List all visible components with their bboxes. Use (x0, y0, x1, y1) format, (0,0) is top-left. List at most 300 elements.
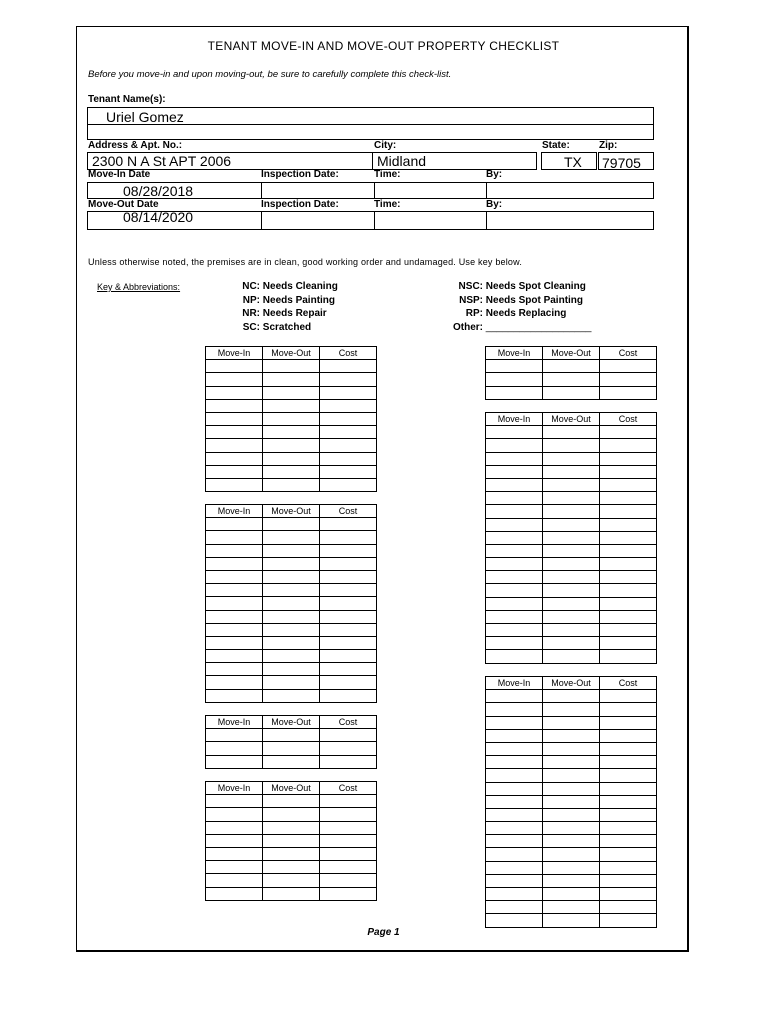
column-header: Move-In (486, 347, 543, 360)
entry-cell[interactable] (320, 412, 377, 425)
key-item: NSC: Needs Spot Cleaning (458, 281, 586, 292)
entry-cell[interactable] (543, 452, 600, 465)
entry-cell[interactable] (600, 439, 657, 452)
entry-cell[interactable] (600, 531, 657, 544)
entry-cell[interactable] (543, 571, 600, 584)
entry-cell[interactable] (486, 650, 543, 663)
move-in-date-field[interactable] (87, 182, 262, 199)
city-value: Midland (377, 153, 427, 169)
entry-cell[interactable] (543, 888, 600, 901)
move-in-inspection-label: Inspection Date: (261, 169, 339, 180)
tenant-name-field[interactable] (87, 107, 654, 125)
entry-cell[interactable] (206, 412, 263, 425)
entry-cell[interactable] (543, 742, 600, 755)
entry-cell[interactable] (486, 597, 543, 610)
entry-cell[interactable] (543, 703, 600, 716)
entry-cell[interactable] (543, 478, 600, 491)
entry-cell[interactable] (486, 360, 543, 373)
entry-cell[interactable] (543, 782, 600, 795)
entry-cell[interactable] (600, 386, 657, 399)
entry-cell[interactable] (263, 808, 320, 821)
entry-cell[interactable] (486, 544, 543, 557)
entry-cell[interactable] (486, 558, 543, 571)
entry-cell[interactable] (543, 465, 600, 478)
entry-cell[interactable] (486, 874, 543, 887)
entry-cell[interactable] (320, 518, 377, 531)
entry-cell[interactable] (600, 360, 657, 373)
entry-cell[interactable] (320, 439, 377, 452)
entry-cell[interactable] (206, 834, 263, 847)
move-out-date-field[interactable] (87, 211, 262, 230)
table-row (486, 558, 657, 571)
entry-cell[interactable] (206, 729, 263, 742)
entry-cell[interactable] (486, 505, 543, 518)
entry-cell[interactable] (263, 570, 320, 583)
table-row (206, 636, 377, 649)
entry-cell[interactable] (543, 690, 600, 703)
table-row (486, 505, 657, 518)
entry-cell[interactable] (486, 492, 543, 505)
column-header: Cost (320, 505, 377, 518)
entry-cell[interactable] (486, 571, 543, 584)
table-row (486, 478, 657, 491)
entry-cell[interactable] (320, 610, 377, 623)
entry-cell[interactable] (486, 637, 543, 650)
entry-cell[interactable] (600, 808, 657, 821)
entry-cell[interactable] (263, 426, 320, 439)
entry-cell[interactable] (206, 373, 263, 386)
entry-cell[interactable] (600, 848, 657, 861)
entry-cell[interactable] (320, 650, 377, 663)
entry-cell[interactable] (206, 676, 263, 689)
entry-cell[interactable] (263, 610, 320, 623)
entry-cell[interactable] (600, 624, 657, 637)
table-row (486, 808, 657, 821)
entry-cell[interactable] (263, 755, 320, 768)
entry-cell[interactable] (600, 690, 657, 703)
table-row (486, 571, 657, 584)
entry-cell[interactable] (206, 861, 263, 874)
entry-cell[interactable] (320, 597, 377, 610)
column-header: Cost (320, 716, 377, 729)
entry-cell[interactable] (320, 755, 377, 768)
checklist-table (205, 504, 377, 703)
entry-cell[interactable] (206, 439, 263, 452)
table-row (486, 690, 657, 703)
entry-cell[interactable] (543, 861, 600, 874)
entry-cell[interactable] (320, 465, 377, 478)
table-row (486, 703, 657, 716)
column-header: Move-In (486, 677, 543, 690)
checklist-table (205, 346, 377, 492)
entry-cell[interactable] (543, 822, 600, 835)
entry-cell[interactable] (543, 848, 600, 861)
entry-cell[interactable] (600, 584, 657, 597)
entry-cell[interactable] (600, 742, 657, 755)
entry-cell[interactable] (320, 452, 377, 465)
entry-cell[interactable] (600, 558, 657, 571)
entry-cell[interactable] (320, 874, 377, 887)
entry-cell[interactable] (206, 452, 263, 465)
entry-cell[interactable] (206, 531, 263, 544)
entry-cell[interactable] (206, 386, 263, 399)
entry-cell[interactable] (600, 492, 657, 505)
entry-cell[interactable] (320, 531, 377, 544)
table-row (206, 597, 377, 610)
entry-cell[interactable] (600, 505, 657, 518)
entry-cell[interactable] (263, 887, 320, 900)
table-row (486, 782, 657, 795)
entry-cell[interactable] (600, 835, 657, 848)
entry-cell[interactable] (486, 584, 543, 597)
table-row (206, 755, 377, 768)
entry-cell[interactable] (543, 624, 600, 637)
entry-cell[interactable] (543, 518, 600, 531)
move-out-by-label: By: (486, 199, 503, 210)
entry-cell[interactable] (543, 835, 600, 848)
entry-cell[interactable] (263, 557, 320, 570)
entry-cell[interactable] (263, 518, 320, 531)
table-row (486, 544, 657, 557)
state-field[interactable] (541, 152, 597, 170)
table-row (486, 426, 657, 439)
entry-cell[interactable] (600, 373, 657, 386)
entry-cell[interactable] (263, 623, 320, 636)
entry-cell[interactable] (600, 610, 657, 623)
entry-cell[interactable] (543, 610, 600, 623)
entry-cell[interactable] (600, 571, 657, 584)
key-item: SC: Scratched (242, 321, 312, 333)
entry-cell[interactable] (486, 439, 543, 452)
entry-cell[interactable] (206, 557, 263, 570)
move-out-date-label: Move-Out Date (88, 199, 159, 210)
move-in-date-label: Move-In Date (88, 169, 151, 180)
entry-cell[interactable] (263, 663, 320, 676)
entry-cell[interactable] (206, 518, 263, 531)
entry-cell[interactable] (206, 623, 263, 636)
entry-cell[interactable] (320, 426, 377, 439)
entry-cell[interactable] (486, 610, 543, 623)
entry-cell[interactable] (320, 663, 377, 676)
key-item: NSP: Needs Spot Painting (459, 294, 584, 306)
entry-cell[interactable] (486, 465, 543, 478)
entry-cell[interactable] (486, 795, 543, 808)
entry-cell[interactable] (320, 689, 377, 702)
entry-cell[interactable] (206, 847, 263, 860)
entry-cell[interactable] (206, 874, 263, 887)
entry-cell[interactable] (543, 716, 600, 729)
entry-cell[interactable] (263, 861, 320, 874)
entry-cell[interactable] (206, 808, 263, 821)
table-row (486, 373, 657, 386)
entry-cell[interactable] (206, 399, 263, 412)
tenant-name-field-2[interactable] (87, 124, 654, 140)
entry-cell[interactable] (263, 465, 320, 478)
table-row (486, 531, 657, 544)
entry-cell[interactable] (543, 874, 600, 887)
zip-field[interactable] (598, 152, 654, 170)
entry-cell[interactable] (320, 399, 377, 412)
entry-cell[interactable] (600, 901, 657, 914)
entry-cell[interactable] (263, 597, 320, 610)
entry-cell[interactable] (600, 769, 657, 782)
entry-cell[interactable] (543, 373, 600, 386)
table-row (206, 689, 377, 702)
entry-cell[interactable] (263, 795, 320, 808)
entry-cell[interactable] (320, 636, 377, 649)
entry-cell[interactable] (206, 478, 263, 491)
entry-cell[interactable] (320, 360, 377, 373)
entry-cell[interactable] (320, 834, 377, 847)
entry-cell[interactable] (543, 650, 600, 663)
entry-cell[interactable] (486, 835, 543, 848)
entry-cell[interactable] (206, 584, 263, 597)
entry-cell[interactable] (263, 412, 320, 425)
entry-cell[interactable] (263, 650, 320, 663)
entry-cell[interactable] (263, 729, 320, 742)
entry-cell[interactable] (320, 373, 377, 386)
entry-cell[interactable] (600, 478, 657, 491)
entry-cell[interactable] (543, 914, 600, 927)
entry-cell[interactable] (543, 426, 600, 439)
entry-cell[interactable] (206, 663, 263, 676)
column-header: Move-Out (263, 782, 320, 795)
entry-cell[interactable] (600, 637, 657, 650)
entry-cell[interactable] (206, 570, 263, 583)
entry-cell[interactable] (206, 610, 263, 623)
entry-cell[interactable] (320, 729, 377, 742)
table-row (486, 769, 657, 782)
table-row (206, 439, 377, 452)
entry-cell[interactable] (543, 901, 600, 914)
entry-cell[interactable] (320, 570, 377, 583)
entry-cell[interactable] (486, 690, 543, 703)
entry-cell[interactable] (600, 914, 657, 927)
table-row (486, 848, 657, 861)
entry-cell[interactable] (486, 782, 543, 795)
entry-cell[interactable] (600, 782, 657, 795)
table-row (206, 861, 377, 874)
entry-cell[interactable] (206, 636, 263, 649)
entry-cell[interactable] (263, 636, 320, 649)
entry-cell[interactable] (263, 439, 320, 452)
table-row (206, 360, 377, 373)
entry-cell[interactable] (206, 597, 263, 610)
entry-cell[interactable] (543, 505, 600, 518)
city-label: City: (374, 140, 397, 151)
table-row (206, 650, 377, 663)
table-row (206, 834, 377, 847)
entry-cell[interactable] (543, 531, 600, 544)
entry-cell[interactable] (543, 808, 600, 821)
move-in-by-label: By: (486, 169, 503, 180)
table-row (486, 610, 657, 623)
entry-cell[interactable] (600, 729, 657, 742)
entry-cell[interactable] (206, 689, 263, 702)
entry-cell[interactable] (543, 729, 600, 742)
entry-cell[interactable] (263, 531, 320, 544)
entry-cell[interactable] (206, 650, 263, 663)
move-out-time-field[interactable] (374, 211, 487, 230)
entry-cell[interactable] (600, 597, 657, 610)
table-row (206, 610, 377, 623)
entry-cell[interactable] (263, 689, 320, 702)
column-header: Move-In (206, 716, 263, 729)
entry-cell[interactable] (486, 452, 543, 465)
entry-cell[interactable] (543, 795, 600, 808)
entry-cell[interactable] (543, 558, 600, 571)
entry-cell[interactable] (320, 847, 377, 860)
entry-cell[interactable] (486, 729, 543, 742)
entry-cell[interactable] (600, 518, 657, 531)
entry-cell[interactable] (486, 914, 543, 927)
entry-cell[interactable] (600, 426, 657, 439)
entry-cell[interactable] (600, 874, 657, 887)
entry-cell[interactable] (320, 676, 377, 689)
entry-cell[interactable] (486, 386, 543, 399)
entry-cell[interactable] (486, 861, 543, 874)
checklist-table (485, 412, 657, 664)
entry-cell[interactable] (486, 808, 543, 821)
entry-cell[interactable] (320, 742, 377, 755)
column-header: Move-Out (263, 347, 320, 360)
entry-cell[interactable] (486, 518, 543, 531)
column-header: Cost (600, 413, 657, 426)
address-field[interactable] (87, 152, 373, 170)
entry-cell[interactable] (600, 795, 657, 808)
entry-cell[interactable] (600, 544, 657, 557)
entry-cell[interactable] (320, 861, 377, 874)
entry-cell[interactable] (486, 888, 543, 901)
entry-cell[interactable] (320, 544, 377, 557)
key-item: NR: Needs Repair (242, 308, 327, 319)
entry-cell[interactable] (600, 650, 657, 663)
entry-cell[interactable] (206, 755, 263, 768)
entry-cell[interactable] (263, 452, 320, 465)
entry-cell[interactable] (486, 756, 543, 769)
entry-cell[interactable] (543, 756, 600, 769)
entry-cell[interactable] (206, 544, 263, 557)
entry-cell[interactable] (486, 716, 543, 729)
entry-cell[interactable] (263, 874, 320, 887)
entry-cell[interactable] (543, 386, 600, 399)
entry-cell[interactable] (486, 373, 543, 386)
entry-cell[interactable] (320, 557, 377, 570)
intro-text: Before you move-in and upon moving-out, be sure to carefully complete this check-list. (88, 69, 452, 80)
column-header: Move-Out (263, 716, 320, 729)
entry-cell[interactable] (206, 821, 263, 834)
table-row (486, 729, 657, 742)
entry-cell[interactable] (543, 360, 600, 373)
entry-cell[interactable] (206, 426, 263, 439)
table-row (206, 663, 377, 676)
entry-cell[interactable] (543, 439, 600, 452)
city-field[interactable] (372, 152, 537, 170)
entry-cell[interactable] (320, 623, 377, 636)
address-label: Address & Apt. No.: (88, 140, 183, 151)
entry-cell[interactable] (486, 769, 543, 782)
entry-cell[interactable] (206, 795, 263, 808)
entry-cell[interactable] (320, 887, 377, 900)
entry-cell[interactable] (263, 584, 320, 597)
entry-cell[interactable] (543, 492, 600, 505)
entry-cell[interactable] (486, 531, 543, 544)
entry-cell[interactable] (486, 901, 543, 914)
entry-cell[interactable] (263, 821, 320, 834)
table-row (486, 452, 657, 465)
entry-cell[interactable] (486, 742, 543, 755)
entry-cell[interactable] (263, 373, 320, 386)
entry-cell[interactable] (486, 703, 543, 716)
entry-cell[interactable] (486, 848, 543, 861)
table-row (486, 584, 657, 597)
move-in-time-label: Time: (374, 169, 401, 180)
entry-cell[interactable] (206, 887, 263, 900)
entry-cell[interactable] (543, 544, 600, 557)
entry-cell[interactable] (263, 742, 320, 755)
entry-cell[interactable] (486, 478, 543, 491)
entry-cell[interactable] (320, 795, 377, 808)
entry-cell[interactable] (320, 808, 377, 821)
address-value: 2300 N A St APT 2006 (92, 153, 232, 169)
entry-cell[interactable] (320, 386, 377, 399)
entry-cell[interactable] (486, 426, 543, 439)
move-in-time-field[interactable] (374, 182, 487, 199)
table-row (206, 570, 377, 583)
entry-cell[interactable] (543, 637, 600, 650)
entry-cell[interactable] (486, 822, 543, 835)
entry-cell[interactable] (263, 847, 320, 860)
move-out-date-value: 08/14/2020 (123, 209, 194, 225)
entry-cell[interactable] (263, 834, 320, 847)
entry-cell[interactable] (206, 465, 263, 478)
entry-cell[interactable] (600, 465, 657, 478)
entry-cell[interactable] (320, 478, 377, 491)
entry-cell[interactable] (600, 756, 657, 769)
entry-cell[interactable] (486, 624, 543, 637)
entry-cell[interactable] (206, 742, 263, 755)
entry-cell[interactable] (263, 360, 320, 373)
table-row (206, 478, 377, 491)
move-out-inspection-field[interactable] (261, 211, 375, 230)
entry-cell[interactable] (600, 861, 657, 874)
entry-cell[interactable] (600, 716, 657, 729)
entry-cell[interactable] (263, 676, 320, 689)
key-item: Other: ___________________ (453, 321, 592, 333)
table-row (486, 360, 657, 373)
move-in-inspection-field[interactable] (261, 182, 375, 199)
column-header: Move-Out (543, 677, 600, 690)
entry-cell[interactable] (263, 544, 320, 557)
entry-cell[interactable] (320, 821, 377, 834)
entry-cell[interactable] (263, 399, 320, 412)
entry-cell[interactable] (543, 769, 600, 782)
entry-cell[interactable] (206, 360, 263, 373)
entry-cell[interactable] (600, 888, 657, 901)
key-item: NP: Needs Painting (242, 294, 336, 306)
table-row (486, 835, 657, 848)
table-row (486, 597, 657, 610)
entry-cell[interactable] (600, 703, 657, 716)
table-row (486, 888, 657, 901)
entry-cell[interactable] (543, 597, 600, 610)
entry-cell[interactable] (320, 584, 377, 597)
entry-cell[interactable] (263, 478, 320, 491)
entry-cell[interactable] (600, 822, 657, 835)
entry-cell[interactable] (600, 452, 657, 465)
entry-cell[interactable] (543, 584, 600, 597)
entry-cell[interactable] (263, 386, 320, 399)
